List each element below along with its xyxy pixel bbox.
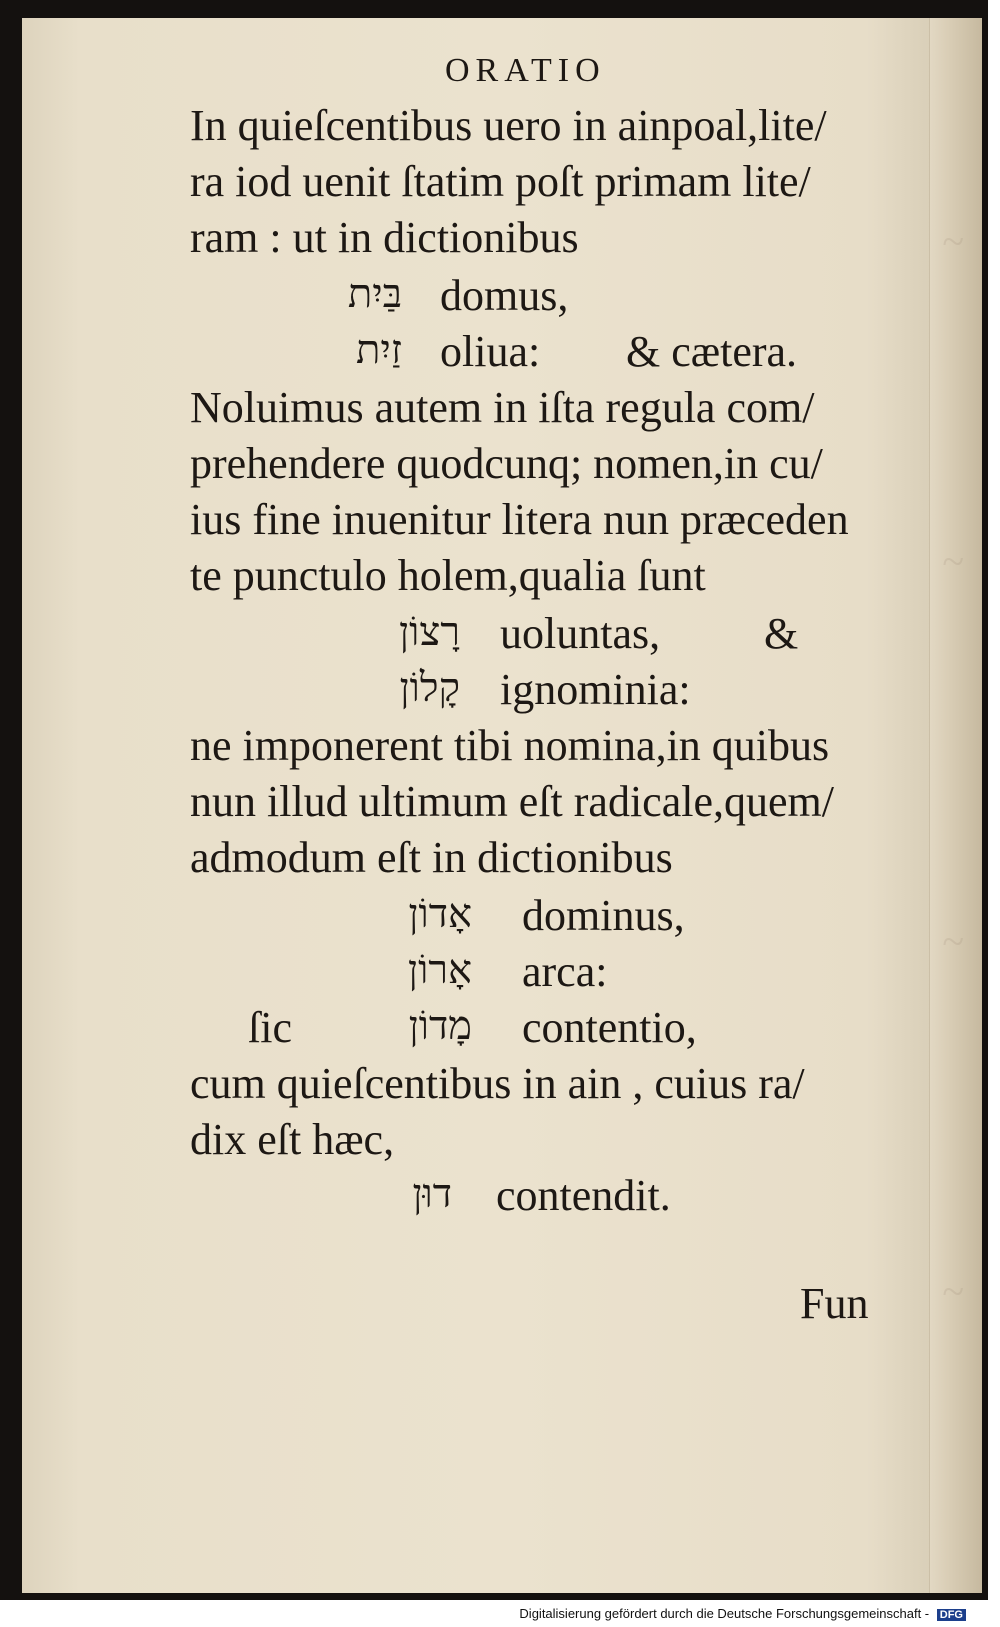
text-line: ra iod uenit ſtatim poſt primam lite/ (190, 157, 811, 206)
hebrew-word: בַּיִת (347, 271, 402, 317)
bleed-through: ~ (942, 539, 964, 584)
hebrew-word: קָלוֹן (399, 665, 460, 711)
hebrew-word: מָדוֹן (408, 1003, 472, 1049)
hebrew-word: דוּן (412, 1171, 452, 1217)
text-line: nun illud ultimum eſt radicale,quem/ (190, 777, 834, 826)
text-line: ius fine inuenitur litera nun præceden (190, 495, 849, 544)
digitization-credit (519, 1606, 966, 1621)
dfg-logo: DFG (937, 1609, 966, 1621)
text-line: cum quieſcentibus in ain , cuius ra/ (190, 1059, 805, 1108)
hebrew-word: זַיִת (355, 327, 402, 373)
bleed-through: ~ (942, 1269, 964, 1314)
text-line: ram : ut in dictionibus (190, 213, 579, 262)
hebrew-word: אָדוֹן (408, 891, 472, 937)
text-line: te punctulo holem,qualia ſunt (190, 551, 706, 600)
latin-gloss: arca: (522, 947, 608, 996)
catchword: Fun (800, 1279, 869, 1328)
hebrew-word: אָרוֹן (407, 947, 472, 993)
book-page (22, 18, 982, 1593)
bleed-through: ~ (942, 919, 964, 964)
latin-gloss: domus, (440, 271, 569, 320)
text-line: dix eſt hæc, (190, 1115, 395, 1164)
page-edge-shadow (929, 18, 982, 1593)
latin-gloss: uoluntas, (500, 609, 661, 658)
ampersand: & (764, 609, 799, 658)
text-line: In quieſcentibus uero in ainpoal,lite/ (190, 101, 827, 150)
text-line: prehendere quodcunq; nomen,in cu/ (190, 439, 823, 488)
latin-gloss: ignominia: (500, 665, 691, 714)
latin-gloss: contentio, (522, 1003, 697, 1052)
et-caetera: & cætera. (626, 327, 798, 376)
credit-text: Digitalisierung gefördert durch die Deutsche Forschungsgemeinschaft - (519, 1606, 930, 1621)
running-header: ORATIO (445, 52, 606, 89)
sic-word: ſic (248, 1003, 292, 1052)
text-line: Noluimus autem in iſta regula com/ (190, 383, 815, 432)
bleed-through: ~ (942, 219, 964, 264)
latin-gloss: dominus, (522, 891, 685, 940)
latin-gloss: contendit. (496, 1171, 671, 1220)
text-line: ne imponerent tibi nomina,in quibus (190, 721, 830, 770)
hebrew-word: רָצוֹן (398, 609, 460, 655)
latin-gloss: oliua: (440, 327, 541, 376)
text-line: admodum eſt in dictionibus (190, 833, 673, 882)
